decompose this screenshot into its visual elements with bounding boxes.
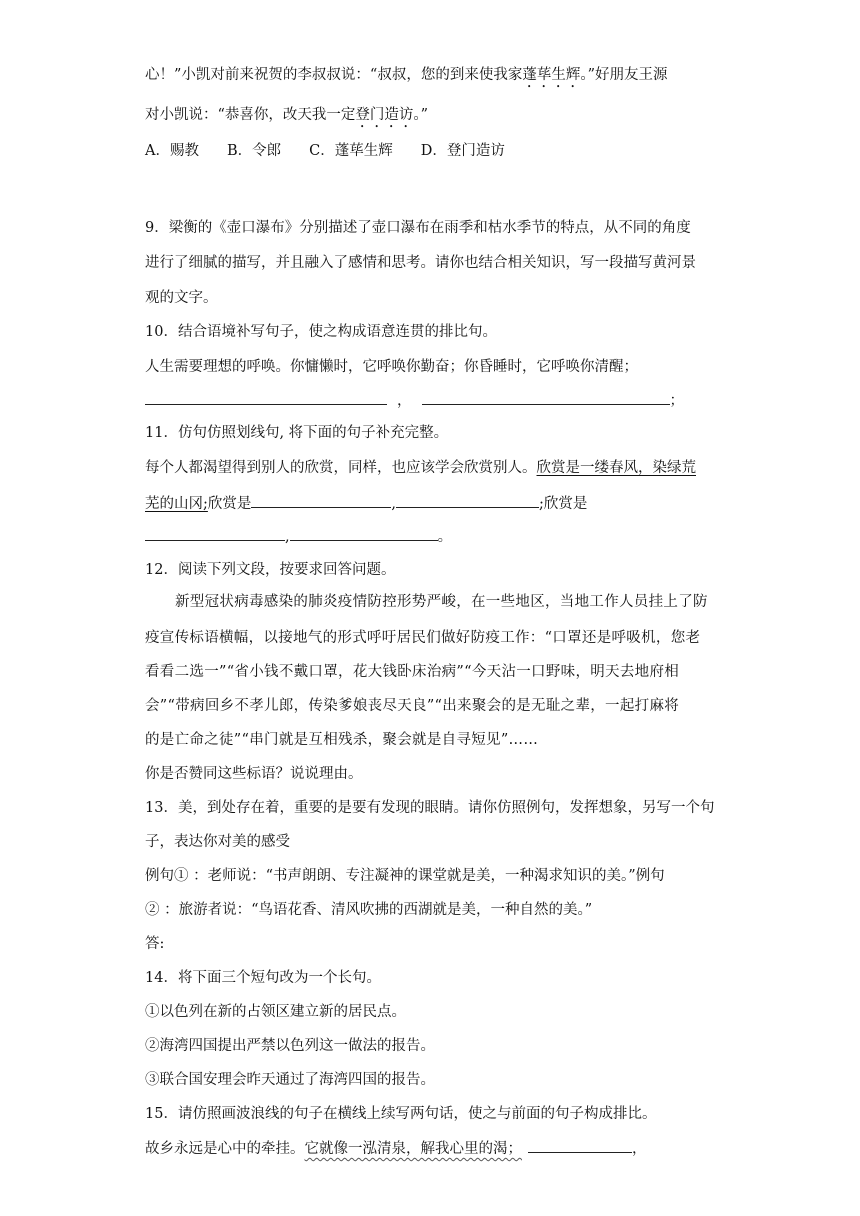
answer-blank[interactable] — [290, 524, 438, 541]
q12-question: 你是否赞同这些标语？说说理由。 — [145, 766, 363, 782]
q8-text: 心！”小凯对前来祝贺的李叔叔说：“叔叔，您的到来使我家 — [145, 67, 523, 83]
q8-dotted-word: 登门造访 — [355, 107, 414, 123]
q12-passage-line: 会”“带病回乡不孝儿郎，传染爹娘丧尽天良”“出来聚会的是无耻之辈，一起打麻将 — [145, 698, 680, 714]
q11-underlined-sentence: 欣赏是一缕春风，染绿荒 — [536, 460, 696, 476]
option-b[interactable]: B．令郎 — [226, 143, 282, 159]
answer-blank[interactable] — [396, 491, 539, 508]
q11-text: 每个人都渴望得到别人的欣赏，同样，也应该学会欣赏别人。 — [145, 460, 537, 476]
q13-answer-label: 答: — [145, 936, 165, 952]
q9-line: 观的文字。 — [145, 290, 218, 306]
answer-blank[interactable] — [528, 1136, 632, 1153]
q11-comma: , — [391, 496, 396, 512]
q13-line: 13．美，到处存在着，重要的是要有发现的眼睛。请你仿照例句，发挥想象，另写一个句 — [145, 800, 715, 816]
q11-underlined-sentence: 芜的山冈; — [145, 496, 208, 512]
q10-end: ； — [669, 393, 684, 409]
q13-line: 子，表达你对美的感受 — [145, 834, 290, 850]
option-c[interactable]: C．蓬荜生辉 — [309, 143, 393, 159]
q11-end: 。 — [437, 529, 453, 545]
q14-line: ②海湾四国提出严禁以色列这一做法的报告。 — [145, 1038, 435, 1054]
q10-text: 人生需要理想的呼唤。你慵懒时，它呼唤你勤奋；你昏睡时，它呼唤你清醒； — [145, 359, 638, 375]
q8-line-1 — [145, 65, 668, 91]
q10-separator: ， — [397, 393, 412, 409]
q14-line: 14．将下面三个短句改为一个长句。 — [145, 970, 381, 986]
q8-text: 。” — [413, 107, 429, 123]
q10-blanks — [145, 388, 684, 411]
answer-blank[interactable] — [145, 388, 387, 405]
option-a[interactable]: A．赐教 — [145, 143, 199, 159]
q15-wavy-sentence: 它就像一泓清泉，解我心里的渴； — [304, 1141, 522, 1157]
q11-line-1 — [145, 458, 696, 478]
q11-title: 11．仿句仿照划线句, 将下面的句子补充完整。 — [145, 425, 449, 441]
q8-text: 对小凯说：“恭喜你，改天我一定 — [145, 107, 356, 123]
q15-title: 15．请仿照画波浪线的句子在横线上续写两句话，使之与前面的句子构成排比。 — [145, 1106, 657, 1122]
q9-line: 9．梁衡的《壶口瀑布》分别描述了壶口瀑布在雨季和枯水季节的特点，从不同的角度 — [145, 220, 691, 236]
answer-blank[interactable] — [251, 491, 391, 508]
answer-blank[interactable] — [422, 388, 670, 405]
q12-passage-line: 新型冠状病毒感染的肺炎疫情防控形势严峻，在一些地区，当地工作人员挂上了防 — [175, 594, 708, 610]
q10-title: 10．结合语境补写句子，使之构成语意连贯的排比句。 — [145, 324, 497, 340]
q8-line-2 — [145, 105, 428, 131]
q8-dotted-word: 蓬荜生辉 — [522, 67, 581, 83]
q12-passage-line: 疫宣传标语横幅，以接地气的形式呼吁居民们做好防疫工作：“口罩还是呼吸机，您老 — [145, 630, 701, 646]
q15-line — [145, 1136, 647, 1159]
q13-line: 例句① ：老师说：“书声朗朗、专注凝神的课堂就是美，一种渴求知识的美。”例句 — [145, 868, 665, 884]
q11-text: 欣赏是 — [207, 496, 252, 512]
q12-passage-line: 的是亡命之徒”“串门就是互相残杀，聚会就是自寻短见”…… — [145, 732, 539, 748]
q15-text: 故乡永远是心中的牵挂。 — [145, 1141, 305, 1157]
q8-options — [145, 141, 533, 161]
q15-end: ， — [632, 1141, 647, 1157]
q11-text: ;欣赏是 — [539, 496, 588, 512]
option-d[interactable]: D．登门造访 — [420, 143, 505, 159]
q13-line: ② ：旅游者说：“鸟语花香、清风吹拂的西湖就是美，一种自然的美。” — [145, 902, 593, 918]
q14-line: ③联合国安理会昨天通过了海湾四国的报告。 — [145, 1072, 435, 1088]
answer-blank[interactable] — [145, 524, 285, 541]
q9-line: 进行了细腻的描写，并且融入了感情和思考。请你也结合相关知识，写一段描写黄河景 — [145, 255, 696, 271]
q11-comma: , — [285, 529, 290, 545]
q11-line-3 — [145, 524, 452, 547]
q12-passage-line: 看看二选一”“省小钱不戴口罩，花大钱卧床治病”“今天沾一口野味，明天去地府相 — [145, 664, 680, 680]
q14-line: ①以色列在新的占领区建立新的居民点。 — [145, 1004, 406, 1020]
q8-text: 。”好朋友王源 — [580, 67, 668, 83]
q12-title: 12．阅读下列文段，按要求回答问题。 — [145, 562, 396, 578]
q11-line-2 — [145, 491, 587, 514]
